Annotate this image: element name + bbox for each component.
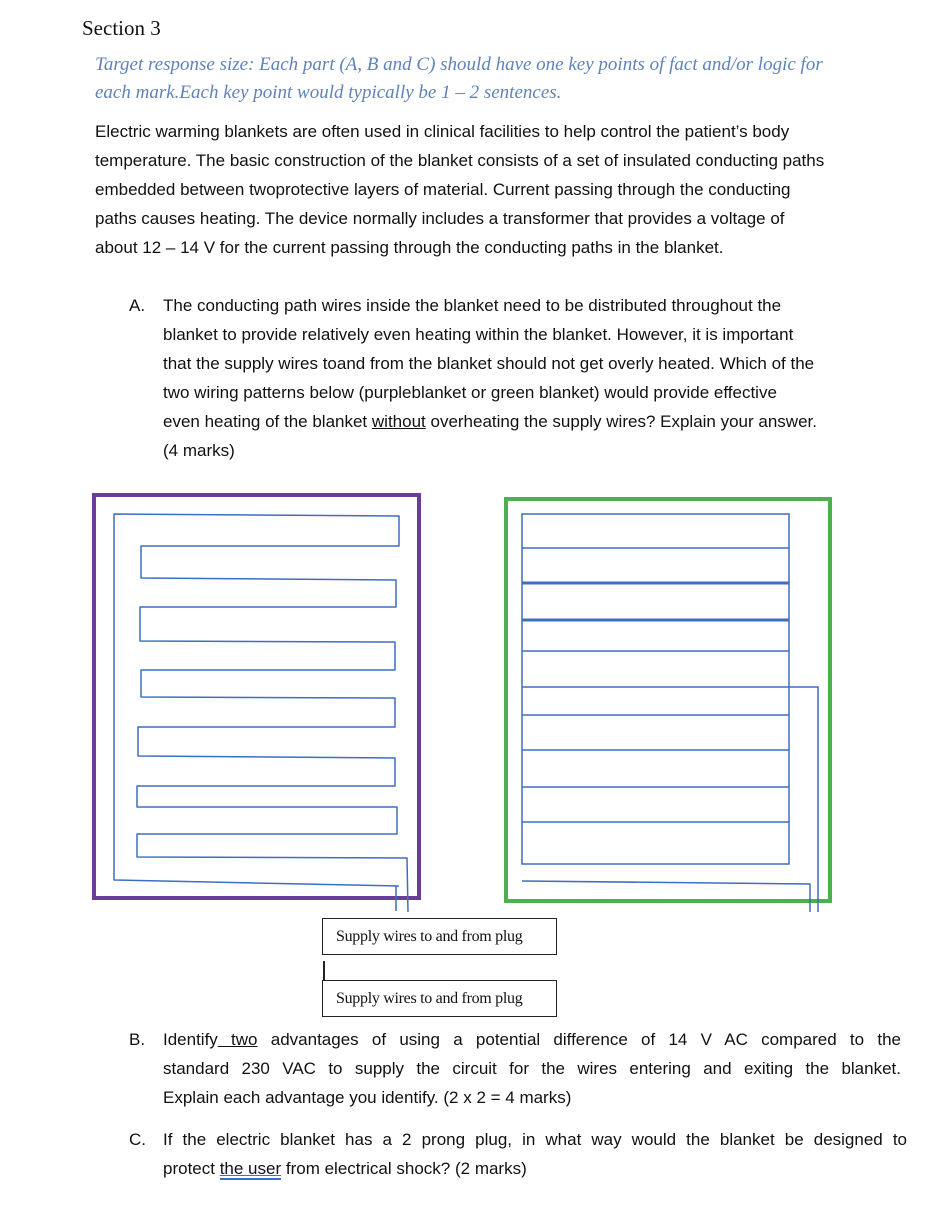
question-c-line-2-start: protect xyxy=(163,1159,220,1178)
supply-wires-label-2: Supply wires to and from plug xyxy=(322,980,557,1017)
intro-line-4: paths causes heating. The device normally includes a transformer that provides a voltage of xyxy=(95,209,785,228)
question-a-line-5-end: overheating the supply wires? Explain your answer. xyxy=(425,412,817,431)
question-b-line-1 xyxy=(163,1025,901,1054)
question-a-line-5-start: even heating of the blanket xyxy=(163,412,372,431)
target-size-line-1: Target response size: Each part (A, B and C) should have one key points of fact and/or logic for xyxy=(95,54,823,75)
two-emphasis: two xyxy=(217,1030,258,1049)
question-c-line-1: If the electric blanket has a 2 prong plug, in what way would the blanket be designed to xyxy=(163,1130,907,1149)
question-b-label: B. xyxy=(129,1030,146,1049)
question-a-marks: (4 marks) xyxy=(163,441,235,460)
question-b-line-2: standard 230 VAC to supply the circuit for the wires entering and exiting the blanket. xyxy=(163,1059,901,1078)
green-blanket-wire-grid xyxy=(522,514,789,864)
question-a-line-1: The conducting path wires inside the blanket need to be distributed throughout the xyxy=(163,296,782,315)
intro-line-2: temperature. The basic construction of the blanket consists of a set of insulated conducting paths xyxy=(95,151,825,170)
question-c-line-2-end: from electrical shock? (2 marks) xyxy=(281,1159,527,1178)
question-c-line-2 xyxy=(163,1154,923,1183)
question-b-line-1-start: Identify xyxy=(163,1030,218,1049)
question-b-line-3: Explain each advantage you identify. (2 x 2 = 4 marks) xyxy=(163,1088,572,1107)
green-blanket-supply-lead-inner xyxy=(522,881,810,912)
target-size-line-2: each mark.Each key point would typically be 1 – 2 sentences. xyxy=(95,82,562,103)
question-a-line-2: blanket to provide relatively even heating within the blanket. However, it is important xyxy=(163,325,794,344)
intro-line-5: about 12 – 14 V for the current passing through the conducting paths in the blanket. xyxy=(95,238,724,257)
green-blanket-parallel-wires xyxy=(522,548,789,822)
question-a-label: A. xyxy=(129,296,146,315)
green-blanket-outline xyxy=(506,499,830,901)
intro-line-3: embedded between twoprotective layers of material. Current passing through the conducting xyxy=(95,180,791,199)
without-emphasis: without xyxy=(371,412,426,431)
question-b-line-1-end: advantages of using a potential difference of 14 V AC compared to the xyxy=(257,1030,901,1049)
question-a-line-3: that the supply wires toand from the blanket should not get overly heated. Which of the xyxy=(163,354,815,373)
purple-blanket-serpentine-wire xyxy=(114,514,408,912)
the-user-emphasis: the user xyxy=(219,1159,282,1178)
intro-line-1: Electric warming blankets are often used in clinical facilities to help control the patient’s body xyxy=(95,122,790,141)
question-c-label: C. xyxy=(129,1130,146,1149)
green-blanket-supply-lead-outer xyxy=(522,687,818,912)
question-a-line-4: two wiring patterns below (purpleblanket or green blanket) would provide effective xyxy=(163,383,777,402)
supply-wires-label-1: Supply wires to and from plug xyxy=(322,918,557,955)
section-title: Section 3 xyxy=(82,16,161,40)
